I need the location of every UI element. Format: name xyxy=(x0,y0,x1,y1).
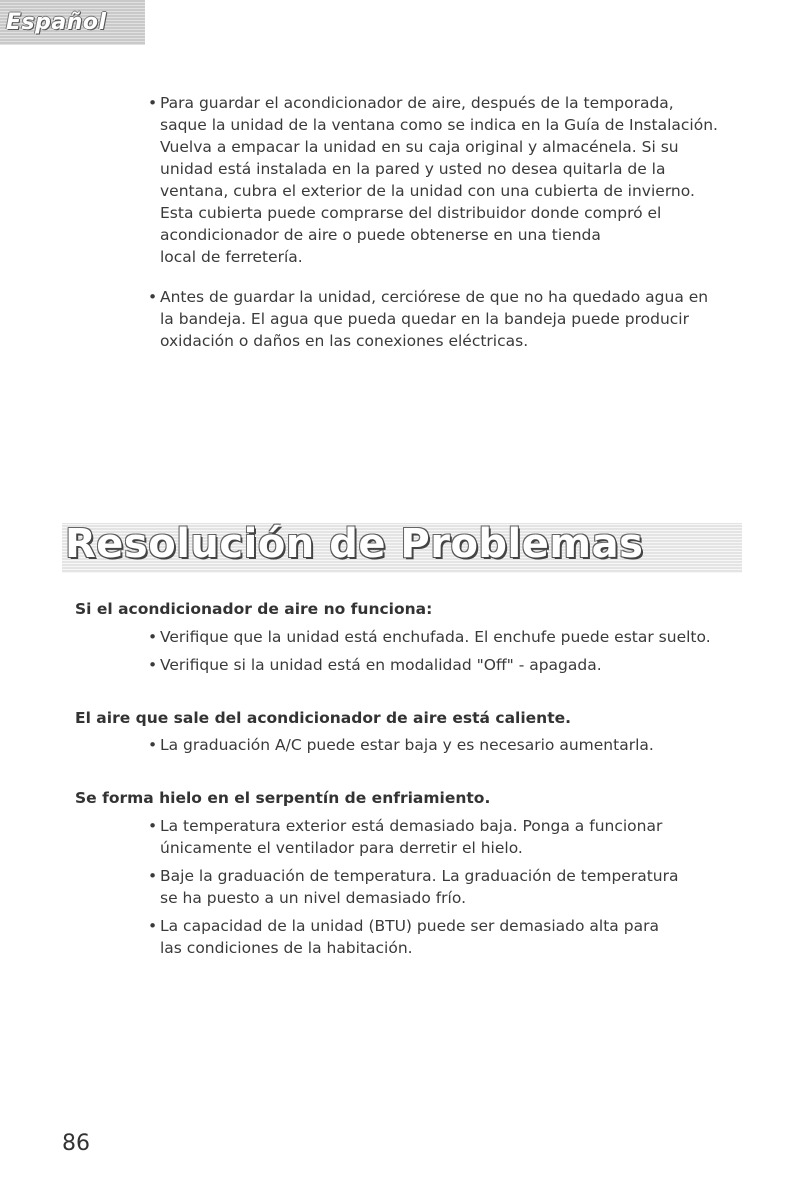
solution-line: las condiciones de la habitación. xyxy=(160,939,413,957)
note-line: Vuelva a empacar la unidad en su caja original y almacénela. Si su xyxy=(160,138,679,156)
note-line: local de ferretería. xyxy=(160,248,303,266)
solution-line: La capacidad de la unidad (BTU) puede ser demasiado alta para xyxy=(160,917,659,935)
solution-item xyxy=(148,915,768,959)
bullet-icon: • xyxy=(148,736,158,754)
bullet-icon: • xyxy=(148,917,158,935)
problem-heading: Se forma hielo en el serpentín de enfriamiento. xyxy=(75,789,491,807)
problem-heading: El aire que sale del acondicionador de aire está caliente. xyxy=(75,709,572,727)
solution-item xyxy=(148,734,768,756)
storage-note xyxy=(148,286,758,352)
note-line: ventana, cubra el exterior de la unidad con una cubierta de invierno. xyxy=(160,182,695,200)
problem-heading: Si el acondicionador de aire no funciona: xyxy=(75,600,433,618)
solution-item xyxy=(148,654,768,676)
problem-solutions xyxy=(148,626,768,682)
solution-item xyxy=(148,815,768,859)
language-tab xyxy=(0,0,145,45)
note-line: la bandeja. El agua que pueda quedar en la bandeja puede producir xyxy=(160,310,689,328)
bullet-icon: • xyxy=(148,817,158,835)
solution-item xyxy=(148,626,768,648)
solution-line: Baje la graduación de temperatura. La graduación de temperatura xyxy=(160,867,679,885)
solution-line: La graduación A/C puede estar baja y es necesario aumentarla. xyxy=(160,736,654,754)
solution-line: La temperatura exterior está demasiado baja. Ponga a funcionar xyxy=(160,817,663,835)
problem-solutions xyxy=(148,734,768,762)
bullet-icon: • xyxy=(148,94,158,112)
bullet-icon: • xyxy=(148,288,158,306)
bullet-icon: • xyxy=(148,628,158,646)
solution-item xyxy=(148,865,768,909)
note-line: Para guardar el acondicionador de aire, después de la temporada, xyxy=(160,94,674,112)
note-line: Antes de guardar la unidad, cerciórese de que no ha quedado agua en xyxy=(160,288,709,306)
storage-note xyxy=(148,92,758,268)
solution-line: únicamente el ventilador para derretir el hielo. xyxy=(160,839,523,857)
problem-solutions xyxy=(148,815,768,965)
note-line: saque la unidad de la ventana como se indica en la Guía de Instalación. xyxy=(160,116,718,134)
bullet-icon: • xyxy=(148,867,158,885)
note-line: Esta cubierta puede comprarse del distribuidor donde compró el xyxy=(160,204,662,222)
note-line: oxidación o daños en las conexiones eléctricas. xyxy=(160,332,529,350)
bullet-icon: • xyxy=(148,656,158,674)
storage-notes xyxy=(148,92,758,352)
note-line: acondicionador de aire o puede obtenerse en una tienda xyxy=(160,226,601,244)
solution-line: Verifique que la unidad está enchufada. El enchufe puede estar suelto. xyxy=(160,628,711,646)
section-title: Resolución de Problemas xyxy=(65,521,644,567)
solution-line: Verifique si la unidad está en modalidad "Off" - apagada. xyxy=(160,656,602,674)
note-line: unidad está instalada en la pared y usted no desea quitarla de la xyxy=(160,160,666,178)
page-number: 86 xyxy=(62,1131,90,1156)
language-label: Español xyxy=(6,10,107,35)
solution-line: se ha puesto a un nivel demasiado frío. xyxy=(160,889,466,907)
